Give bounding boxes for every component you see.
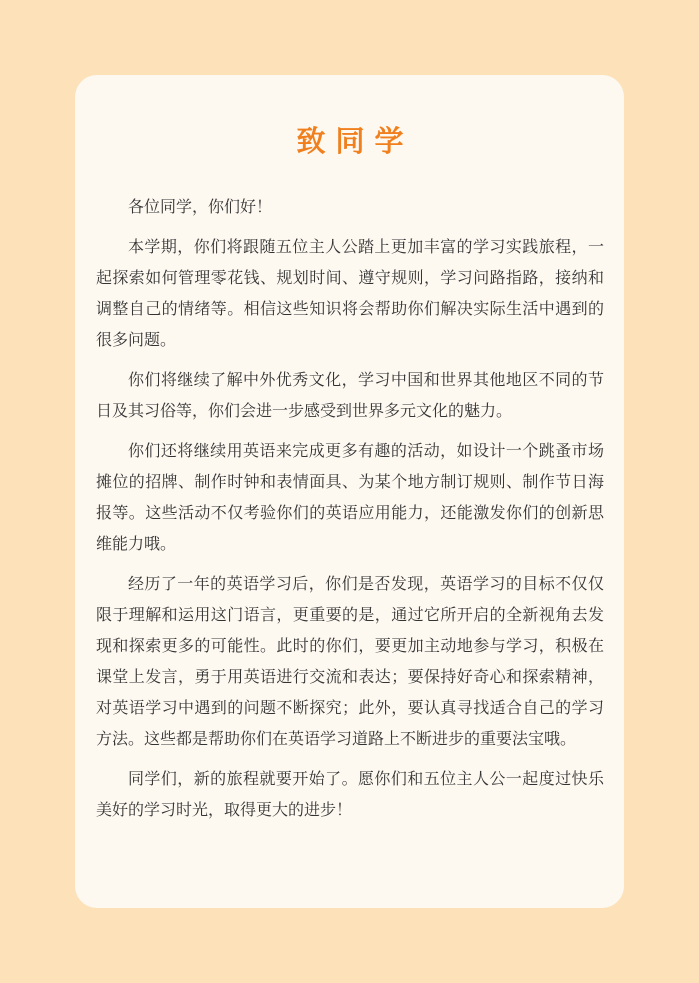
letter-paragraph-5: 同学们，新的旅程就要开始了。愿你们和五位主人公一起度过快乐美好的学习时光，取得更大的进步！ [96, 769, 604, 819]
letter-title: 致同学 [296, 124, 414, 158]
letter-paragraph-3: 你们还将继续用英语来完成更多有趣的活动，如设计一个跳蚤市场摊位的招牌、制作时钟和表情面具、为某个地方制订规则、制作节日海报等。这些活动不仅考验你们的英语应用能力，还能激发你们的创新思维能力哦。 [96, 441, 604, 553]
letter-paragraph-4: 经历了一年的英语学习后，你们是否发现，英语学习的目标不仅仅限于理解和运用这门语言，更重要的是，通过它所开启的全新视角去发现和探索更多的可能性。此时的你们，要更加主动地参与学习，积极在课堂上发言，勇于用英语进行交流和表达；要保持好奇心和探索精神，对英语学习中遇到的问题不断探究；此外，要认真寻找适合自己的学习方法。这些都是帮助你们在英语学习道路上不断进步的重要法宝哦。 [96, 574, 604, 748]
letter-paragraph-1: 本学期，你们将跟随五位主人公踏上更加丰富的学习实践旅程，一起探索如何管理零花钱、规划时间、遵守规则，学习问路指路，接纳和调整自己的情绪等。相信这些知识将会帮助你们解决实际生活中遇到的很多问题。 [96, 237, 604, 349]
letter-greeting: 各位同学，你们好！ [128, 197, 273, 216]
letter-paragraph-2: 你们将继续了解中外优秀文化，学习中国和世界其他地区不同的节日及其习俗等，你们会进一步感受到世界多元文化的魅力。 [96, 370, 604, 420]
letter-card [75, 75, 624, 908]
